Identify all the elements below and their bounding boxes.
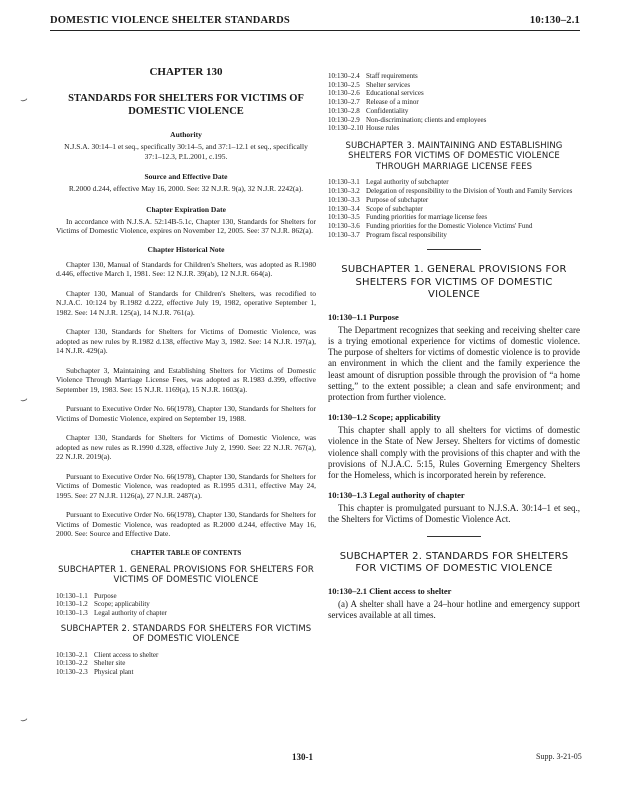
toc-item[interactable]: 10:130–1.1 Purpose bbox=[56, 591, 117, 600]
toc-subchapter-2-list-part1 bbox=[56, 651, 316, 677]
toc-item[interactable]: 10:130–3.5 Funding priorities for marriage license fees bbox=[328, 213, 488, 222]
margin-mark: ⌣ bbox=[18, 711, 30, 727]
expiration-heading: Chapter Expiration Date bbox=[146, 204, 226, 214]
toc-item[interactable]: 10:130–2.4 Staff requirements bbox=[328, 72, 418, 80]
toc-subchapter-2-title: SUBCHAPTER 2. STANDARDS FOR SHELTERS FOR VICTIMS OF DOMESTIC VIOLENCE bbox=[60, 623, 312, 645]
left-column bbox=[56, 66, 316, 683]
margin-mark: ⌣ bbox=[18, 391, 30, 407]
supplement-date: Supp. 3-21-05 bbox=[536, 752, 582, 761]
section-text: (a) A shelter shall have a 24–hour hotline and emergency support services available at all times. bbox=[328, 598, 580, 620]
header-title: DOMESTIC VIOLENCE SHELTER STANDARDS bbox=[50, 15, 290, 26]
source-heading: Source and Effective Date bbox=[144, 172, 228, 181]
right-column bbox=[328, 72, 580, 630]
header-section-number: 10:130–2.1 bbox=[529, 15, 580, 26]
section-text: The Department recognizes that seeking and receiving shelter care is a trying emotional experience for victims of domestic violence. The purpose of shelters for victims of domestic violence is to provide an environment in which the client and the family experience the least amount of disruption possible through the provision of “a home setting,” to the extent possible; a clean and safe environment; and protection from further violence. bbox=[328, 324, 580, 403]
toc-subchapter-1-title: SUBCHAPTER 1. GENERAL PROVISIONS FOR SHELTERS FOR VICTIMS OF DOMESTIC VIOLENCE bbox=[58, 564, 314, 585]
history-note: Chapter 130, Manual of Standards for Children's Shelters, was recodified to N.J.A.C. 10:124 by R.1982 d.222, effective July 19, 1982, operative September 1, 1982. See: 14 N.J.R. 125(a), 14 N.J.R. 761(a). bbox=[56, 288, 316, 317]
chapter-title: STANDARDS FOR SHELTERS FOR VICTIMS OF DOMESTIC VIOLENCE bbox=[68, 93, 304, 117]
toc-item[interactable]: 10:130–3.7 Program fiscal responsibility bbox=[328, 230, 447, 239]
section-heading: 10:130–1.1 Purpose bbox=[328, 311, 399, 322]
toc-item[interactable]: 10:130–1.2 Scope; applicability bbox=[56, 600, 150, 609]
toc-item[interactable]: 10:130–2.7 Release of a minor bbox=[328, 98, 419, 107]
toc-heading: CHAPTER TABLE OF CONTENTS bbox=[130, 548, 242, 557]
history-note: Chapter 130, Manual of Standards for Children's Shelters, was adopted as R.1980 d.446, effective March 1, 1981. See: 12 N.J.R. 39(ab), 12 N.J.R. 664(a). bbox=[56, 259, 316, 278]
toc-subchapter-1-list bbox=[56, 592, 316, 618]
toc-item[interactable]: 10:130–3.3 Purpose of subchapter bbox=[328, 195, 429, 204]
toc-item[interactable]: 10:130–2.8 Confidentiality bbox=[328, 106, 409, 115]
expiration-text: In accordance with N.J.S.A. 52:14B-5.1c, Chapter 130, Standards for Shelters for Victims of Domestic Violence, expires on November 12, 2005. See: 37 N.J.R. 862(a). bbox=[56, 216, 316, 235]
toc-subchapter-3-list bbox=[328, 178, 580, 239]
toc-item[interactable]: 10:130–2.2 Shelter site bbox=[56, 659, 126, 668]
toc-item[interactable]: 10:130–2.5 Shelter services bbox=[328, 80, 411, 89]
page-number: 130-1 bbox=[292, 752, 313, 762]
section-divider bbox=[427, 249, 481, 250]
toc-item[interactable]: 10:130–3.6 Funding priorities for the Domestic Violence Victims' Fund bbox=[328, 221, 533, 230]
subchapter-1-heading: SUBCHAPTER 1. GENERAL PROVISIONS FOR SHELTERS FOR VICTIMS OF DOMESTIC VIOLENCE bbox=[341, 264, 567, 301]
history-note: Subchapter 3, Maintaining and Establishing Shelters for Victims of Domestic Violence Through Marriage License Fees, was adopted as R.1983 d.399, effective September 19, 1983. See: 15 N.J.R. 1169(a), 15 N.J.R. 1603(a). bbox=[56, 365, 316, 394]
history-note: Pursuant to Executive Order No. 66(1978), Chapter 130, Standards for Shelters for Victims of Domestic Violence, expired on September 19, 1988. bbox=[56, 404, 316, 423]
history-heading: Chapter Historical Note bbox=[147, 244, 225, 254]
section-text: This chapter is promulgated pursuant to N.J.S.A. 30:14–1 et seq., the Shelters for Victims of Domestic Violence Act. bbox=[328, 503, 580, 525]
history-note: Chapter 130, Standards for Shelters for Victims of Domestic Violence, was adopted as new rules by R.1982 d.138, effective May 3, 1982. See: 14 N.J.R. 197(a), 14 N.J.R. 429(a). bbox=[56, 327, 316, 355]
source-text: R.2000 d.244, effective May 16, 2000. See: 32 N.J.R. 9(a), 32 N.J.R. 2242(a). bbox=[68, 184, 304, 193]
toc-subchapter-2-list-part2 bbox=[328, 72, 580, 133]
section-text: This chapter shall apply to all shelters for victims of domestic violence in the State of New Jersey. Shelters for victims of domestic violence shall comply with the provisions of this chapter and with the provisions of N.J.A.C. 5:15, Rules Governing Emergency Shelters for the Homeless, which is incorporated herein by reference. bbox=[328, 425, 580, 481]
authority-text: N.J.S.A. 30:14–1 et seq., specifically 30:14–5, and 37:1–12.1 et seq., specifically 37:1–12.3, P.L.2001, c.195. bbox=[64, 142, 308, 161]
running-header bbox=[50, 8, 580, 31]
section-heading: 10:130–1.3 Legal authority of chapter bbox=[328, 490, 465, 501]
subchapter-2-heading: SUBCHAPTER 2. STANDARDS FOR SHELTERS FOR VICTIMS OF DOMESTIC VIOLENCE bbox=[339, 550, 569, 575]
chapter-number: CHAPTER 130 bbox=[149, 66, 223, 78]
section-divider bbox=[427, 536, 481, 537]
history-note: Chapter 130, Standards for Shelters for Victims of Domestic Violence, was adopted as new rules as R.1990 d.328, effective July 2, 1990. See: 22 N.J.R. 767(a), 22 N.J.R. 2019(a). bbox=[56, 433, 316, 461]
toc-item[interactable]: 10:130–2.10 House rules bbox=[328, 124, 400, 133]
toc-item[interactable]: 10:130–2.1 Client access to shelter bbox=[56, 650, 159, 659]
toc-item[interactable]: 10:130–1.3 Legal authority of chapter bbox=[56, 608, 167, 617]
toc-subchapter-3-title: SUBCHAPTER 3. MAINTAINING AND ESTABLISHING SHELTERS FOR VICTIMS OF DOMESTIC VIOLENCE THROUGH MARRIAGE LICENSE FEES bbox=[345, 140, 563, 172]
toc-item[interactable]: 10:130–2.6 Educational services bbox=[328, 89, 424, 98]
toc-item[interactable]: 10:130–2.3 Physical plant bbox=[56, 668, 134, 677]
section-heading: 10:130–2.1 Client access to shelter bbox=[328, 585, 452, 596]
toc-item[interactable]: 10:130–3.4 Scope of subchapter bbox=[328, 204, 423, 213]
toc-item[interactable]: 10:130–3.1 Legal authority of subchapter bbox=[328, 178, 449, 187]
authority-heading: Authority bbox=[170, 130, 202, 139]
toc-item[interactable]: 10:130–2.9 Non-discrimination; clients and employees bbox=[328, 115, 487, 124]
section-heading: 10:130–1.2 Scope; applicability bbox=[328, 412, 441, 423]
history-note: Pursuant to Executive Order No. 66(1978), Chapter 130, Standards for Shelters for Victims of Domestic Violence, was readopted as R.1995 d.311, effective May 24, 1995. See: 27 N.J.R. 1126(a), 27 N.J.R. 2487(a). bbox=[56, 471, 316, 500]
toc-item[interactable]: 10:130–3.2 Delegation of responsibility to the Division of Youth and Family Services bbox=[328, 187, 573, 196]
margin-mark: ⌣ bbox=[18, 91, 30, 107]
history-note: Pursuant to Executive Order No. 66(1978), Chapter 130, Standards for Shelters for Victims of Domestic Violence, was readopted as R.2000 d.244, effective May 16, 2000. See: Source and Effective Date. bbox=[56, 510, 316, 538]
